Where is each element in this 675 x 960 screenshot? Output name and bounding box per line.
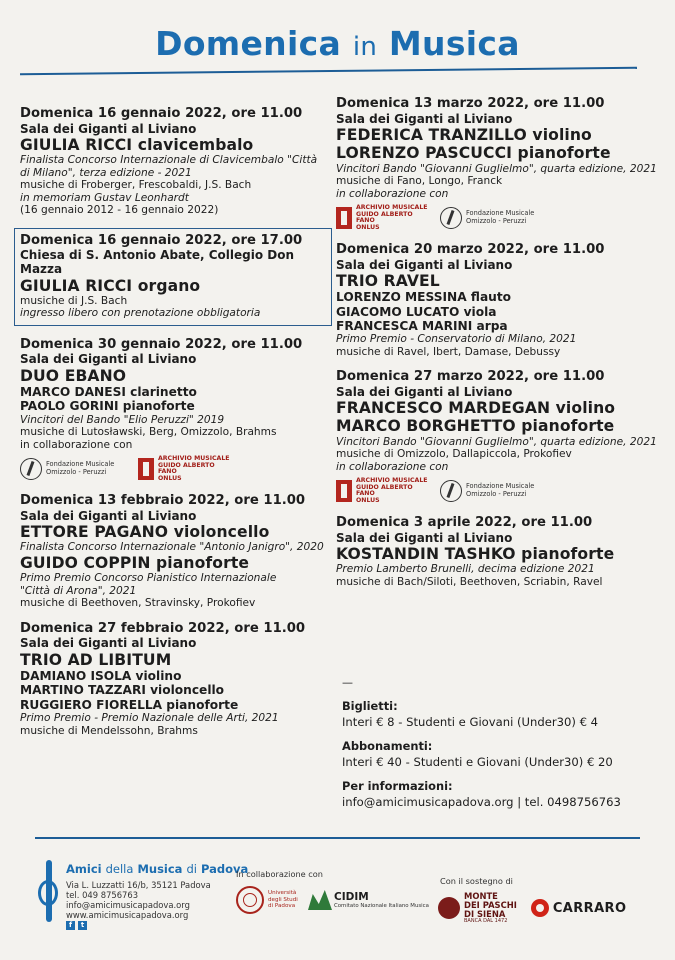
event-program: (16 gennaio 2012 - 16 gennaio 2022) xyxy=(20,204,219,217)
support-label: Con il sostegno di xyxy=(440,876,513,886)
mps-mark-icon xyxy=(438,897,460,919)
event-note: Vincitori Bando "Giovanni Guglielmo", quarta edizione, 2021 xyxy=(336,162,657,175)
event-performer: KOSTANDIN TASHKO pianoforte xyxy=(336,545,615,564)
event-venue: Sala dei Giganti al Liviano xyxy=(20,636,197,651)
event-venue: Sala dei Giganti al Liviano xyxy=(336,111,513,126)
event-performer: GUIDO COPPIN pianoforte xyxy=(20,553,250,572)
event-performer: GIULIA RICCI organo xyxy=(20,276,201,295)
left-column xyxy=(20,106,338,748)
event-program: musiche di Mendelssohn, Brahms xyxy=(20,724,198,737)
fondazione-mark-icon xyxy=(440,207,462,229)
event-ensemble: DUO EBANO xyxy=(20,366,127,385)
event-date: Domenica 30 gennaio 2022, ore 11.00 xyxy=(20,336,303,352)
event-note: ingresso libero con prenotazione obbligatoria xyxy=(20,307,261,320)
event-member: FRANCESCA MARINI arpa xyxy=(336,318,508,333)
right-column xyxy=(336,96,666,599)
archivio-fano-logo: ARCHIVIO MUSICALE GUIDO ALBERTO FANO ONLUS xyxy=(336,478,428,504)
event-13-marzo xyxy=(336,96,666,231)
title-word-musica: Musica xyxy=(388,24,520,63)
event-member: PAOLO GORINI pianoforte xyxy=(20,399,195,414)
event-note: Vincitori Bando "Giovanni Guglielmo", quarta edizione, 2021 xyxy=(336,435,657,448)
event-note: in memoriam Gustav Leonhardt xyxy=(20,191,189,204)
event-3-aprile xyxy=(336,515,666,588)
carraro-mark-icon xyxy=(531,899,549,917)
subscriptions-value: Interi € 40 - Studenti e Giovani (Under30) € 20 xyxy=(342,755,613,769)
top-divider xyxy=(20,67,637,75)
twitter-icon[interactable]: t xyxy=(78,921,87,930)
partner-logos xyxy=(20,456,338,482)
partner-logos xyxy=(336,478,666,504)
footer xyxy=(38,858,648,938)
event-member: MARTINO TAZZARI violoncello xyxy=(20,683,225,698)
organizer-website[interactable]: www.amicimusicapadova.org xyxy=(66,910,189,920)
organizer-name: Amici della Musica di Padova xyxy=(66,862,249,876)
event-note: di Milano", terza edizione - 2021 xyxy=(20,166,192,179)
event-program: musiche di J.S. Bach xyxy=(20,294,128,307)
title-word-domenica: Domenica xyxy=(155,24,342,63)
university-seal-icon xyxy=(236,886,264,914)
archivio-fano-logo: ARCHIVIO MUSICALE GUIDO ALBERTO FANO ONLUS xyxy=(336,205,428,231)
event-date: Domenica 16 gennaio 2022, ore 17.00 xyxy=(20,232,303,248)
event-venue: Sala dei Giganti al Liviano xyxy=(336,384,513,399)
event-program: musiche di Lutosławski, Berg, Omizzolo, Brahms xyxy=(20,426,277,439)
event-performer: FRANCESCO MARDEGAN violino xyxy=(336,399,616,418)
subscriptions-label: Abbonamenti: xyxy=(342,739,433,753)
event-venue: Sala dei Giganti al Liviano xyxy=(20,121,197,136)
event-date: Domenica 3 aprile 2022, ore 11.00 xyxy=(336,515,593,531)
event-date: Domenica 13 marzo 2022, ore 11.00 xyxy=(336,96,605,111)
event-member: RUGGIERO FIORELLA pianoforte xyxy=(20,697,239,712)
event-member: GIACOMO LUCATO viola xyxy=(336,304,497,319)
collab-logos xyxy=(236,886,429,914)
event-note: Finalista Concorso Internazionale "Antonio Janigro", 2020 xyxy=(20,541,324,554)
cidim-logo: CIDIM Comitato Nazionale Italiano Musica xyxy=(308,890,429,910)
event-note: Primo Premio - Premio Nazionale delle Arti, 2021 xyxy=(20,712,279,725)
event-date: Domenica 27 marzo 2022, ore 11.00 xyxy=(336,369,605,385)
mps-logo: MONTE DEI PASCHI DI SIENA BANCA DAL 1472 xyxy=(438,892,517,924)
contact-value: info@amicimusicapadova.org | tel. 0498756763 xyxy=(342,795,621,809)
social-icons xyxy=(66,921,87,930)
tickets-label: Biglietti: xyxy=(342,699,398,713)
info-block xyxy=(342,676,662,809)
event-program: musiche di Bach/Siloti, Beethoven, Scriabin, Ravel xyxy=(336,575,603,588)
event-venue: Sala dei Giganti al Liviano xyxy=(336,257,513,272)
event-collab-text: in collaborazione con xyxy=(20,438,133,451)
tickets-value: Interi € 8 - Studenti e Giovani (Under30) € 4 xyxy=(342,715,599,729)
event-program: musiche di Fano, Longo, Franck xyxy=(336,175,503,188)
event-date: Domenica 20 marzo 2022, ore 11.00 xyxy=(336,242,605,258)
title-word-in: in xyxy=(352,32,378,62)
fondazione-mark-icon xyxy=(440,480,462,502)
event-date: Domenica 13 febbraio 2022, ore 11.00 xyxy=(20,493,306,509)
fondazione-omizzolo-logo: Fondazione Musicale Omizzolo - Peruzzi xyxy=(440,207,546,229)
collab-label: In collaborazione con xyxy=(236,869,323,879)
event-program: musiche di Ravel, Ibert, Damase, Debussy xyxy=(336,345,561,358)
event-venue: Sala dei Giganti al Liviano xyxy=(20,352,197,367)
event-performer: MARCO BORGHETTO pianoforte xyxy=(336,417,615,436)
fondazione-mark-icon xyxy=(20,458,42,480)
info-dash: — xyxy=(342,676,353,689)
organizer-address: Via L. Luzzatti 16/b, 35121 Padova xyxy=(66,880,211,890)
cidim-mark-icon xyxy=(308,890,332,910)
event-16-gennaio-evening xyxy=(14,228,332,326)
event-16-gennaio-morning xyxy=(20,106,338,217)
facebook-icon[interactable]: f xyxy=(66,921,75,930)
event-date: Domenica 16 gennaio 2022, ore 11.00 xyxy=(20,106,303,121)
event-venue: Chiesa di S. Antonio Abate, Collegio Don Mazza xyxy=(20,248,295,277)
carraro-logo: CARRARO xyxy=(531,899,627,917)
bottom-divider xyxy=(35,837,640,839)
event-27-marzo xyxy=(336,369,666,504)
event-performer: ETTORE PAGANO violoncello xyxy=(20,523,270,542)
contact-label: Per informazioni: xyxy=(342,779,453,793)
fondazione-omizzolo-logo: Fondazione Musicale Omizzolo - Peruzzi xyxy=(20,458,126,480)
event-program: musiche di Froberger, Frescobaldi, J.S. Bach xyxy=(20,179,252,192)
event-performer: LORENZO PASCUCCI pianoforte xyxy=(336,144,611,163)
fondazione-omizzolo-logo: Fondazione Musicale Omizzolo - Peruzzi xyxy=(440,480,546,502)
organizer-phone: tel. 049 8756763 xyxy=(66,890,139,900)
event-ensemble: TRIO RAVEL xyxy=(336,271,440,290)
event-performer: GIULIA RICCI clavicembalo xyxy=(20,135,254,154)
page-title xyxy=(0,24,675,63)
event-note: Premio Lamberto Brunelli, decima edizione 2021 xyxy=(336,563,595,576)
event-venue: Sala dei Giganti al Liviano xyxy=(20,508,197,523)
archivio-fano-logo: ARCHIVIO MUSICALE GUIDO ALBERTO FANO ONLUS xyxy=(138,456,230,482)
event-note: Vincitori del Bando "Elio Peruzzi" 2019 xyxy=(20,413,225,426)
violin-scroll-icon xyxy=(38,860,60,930)
archivio-mark-icon xyxy=(336,207,352,229)
event-27-febbraio xyxy=(20,621,338,737)
event-ensemble: TRIO AD LIBITUM xyxy=(20,650,172,669)
organizer-email[interactable]: info@amicimusicapadova.org xyxy=(66,900,190,910)
event-date: Domenica 27 febbraio 2022, ore 11.00 xyxy=(20,620,306,636)
event-collab-text: in collaborazione con xyxy=(336,460,449,473)
archivio-mark-icon xyxy=(336,480,352,502)
archivio-mark-icon xyxy=(138,458,154,480)
event-member: MARCO DANESI clarinetto xyxy=(20,385,197,400)
event-note: Finalista Concorso Internazionale di Clavicembalo "Città xyxy=(20,154,318,167)
event-performer: FEDERICA TRANZILLO violino xyxy=(336,125,592,144)
event-13-febbraio xyxy=(20,493,338,610)
event-30-gennaio xyxy=(20,337,338,482)
partner-logos xyxy=(336,205,666,231)
event-note: "Città di Arona", 2021 xyxy=(20,584,137,597)
event-collab-text: in collaborazione con xyxy=(336,187,449,200)
event-note: Primo Premio Concorso Pianistico Internazionale xyxy=(20,572,277,585)
university-padova-logo: Università degli Studi di Padova xyxy=(236,886,298,914)
event-program: musiche di Omizzolo, Dallapiccola, Prokofiev xyxy=(336,448,572,461)
event-member: LORENZO MESSINA flauto xyxy=(336,290,512,305)
support-logos xyxy=(438,892,626,924)
event-20-marzo xyxy=(336,242,666,358)
event-note: Primo Premio - Conservatorio di Milano, 2021 xyxy=(336,333,577,346)
event-member: DAMIANO ISOLA violino xyxy=(20,668,182,683)
event-program: musiche di Beethoven, Stravinsky, Prokofiev xyxy=(20,597,256,610)
event-venue: Sala dei Giganti al Liviano xyxy=(336,530,513,545)
